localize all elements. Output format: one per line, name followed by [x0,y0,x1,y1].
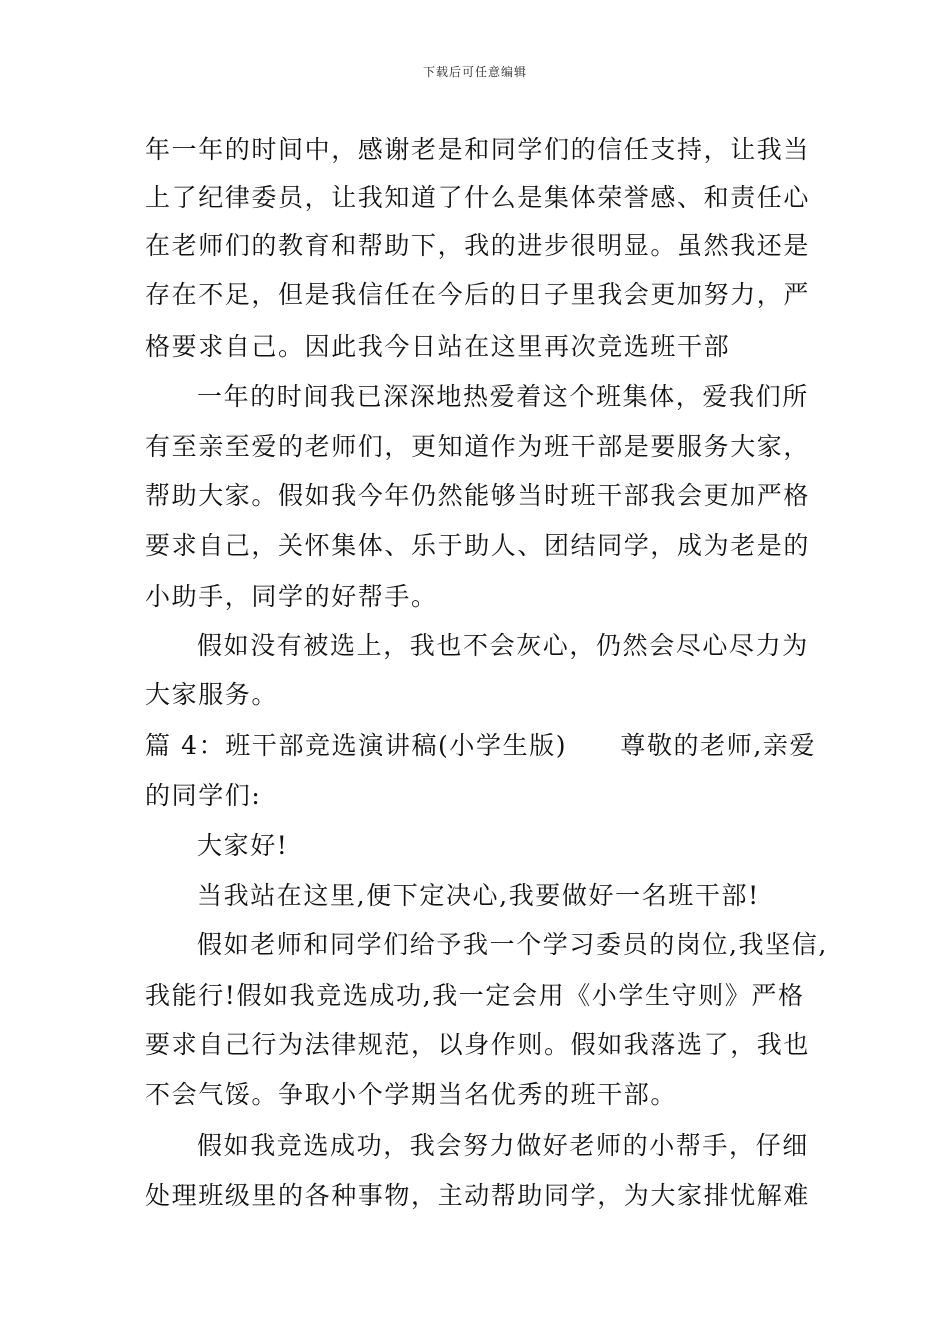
text-line: 年一年的时间中，感谢老是和同学们的信任支持，让我当 [145,135,811,164]
text-line: 当我站在这里,便下定决心,我要做好一名班干部! [197,881,760,910]
text-line: 大家好! [197,831,289,860]
text-line: 格要求自己。因此我今日站在这里再次竞选班干部 [145,332,731,361]
page-header: 下载后可任意编辑 [422,65,527,79]
section-heading: 篇 4：班干部竞选演讲稿(小学生版) 尊敬的老师,亲爱 [145,731,817,760]
text-line: 不会气馁。争取小个学期当名优秀的班干部。 [145,1080,678,1109]
text-line: 我能行!假如我竞选成功,我一定会用《小学生守则》严格 [145,981,805,1010]
text-line: 小助手，同学的好帮手。 [145,582,438,611]
text-line: 要求自己，关怀集体、乐于助人、团结同学，成为老是的 [145,531,811,560]
text-line: 要求自己行为法律规范，以身作则。假如我落选了，我也 [145,1030,811,1059]
text-line: 上了纪律委员，让我知道了什么是集体荣誉感、和责任心 [145,183,811,212]
text-line: 假如没有被选上，我也不会灰心，仍然会尽心尽力为 [197,631,809,660]
text-line: 假如我竞选成功，我会努力做好老师的小帮手，仔细 [197,1131,809,1160]
text-line: 在老师们的教育和帮助下，我的进步很明显。虽然我还是 [145,231,811,260]
text-line: 的同学们: [145,781,262,810]
text-line: 一年的时间我已深深地热爱着这个班集体，爱我们所 [197,382,809,411]
text-line: 假如老师和同学们给予我一个学习委员的岗位,我坚信, [197,930,828,959]
text-line: 大家服务。 [145,680,279,709]
text-line: 有至亲至爱的老师们，更知道作为班干部是要服务大家， [145,432,811,461]
text-line: 处理班级里的各种事物，主动帮助同学，为大家排忧解难 [145,1181,811,1210]
text-line: 存在不足，但是我信任在今后的日子里我会更加努力，严 [145,280,811,309]
text-line: 帮助大家。假如我今年仍然能够当时班干部我会更加严格 [145,481,811,510]
